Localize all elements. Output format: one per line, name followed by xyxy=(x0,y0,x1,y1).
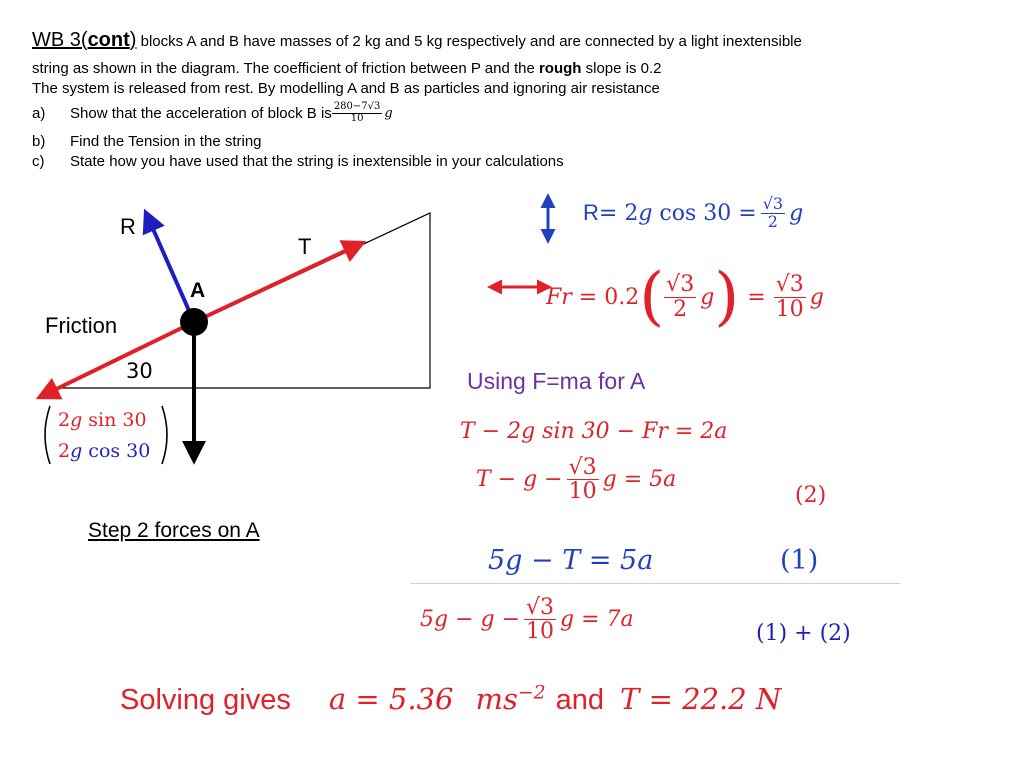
eq4-right: g = 7a xyxy=(560,607,634,633)
question-b-letter: b) xyxy=(32,133,46,150)
normal-reaction-equation xyxy=(583,196,803,231)
eq2-frac-den: 10 xyxy=(568,479,597,505)
normal-reaction-arrow xyxy=(146,213,194,322)
solve-tension: T = 22.2 N xyxy=(620,682,782,716)
question-c-text: State how you have used that the string is inextensible in your calculations xyxy=(70,153,564,170)
eq4-frac-num: √3 xyxy=(526,595,555,620)
eq2-frac-num: √3 xyxy=(568,455,597,480)
problem-text-line-1: blocks A and B have masses of 2 kg and 5 kg respectively and are connected by a light inextensible xyxy=(136,33,802,50)
eq4-fraction xyxy=(524,596,556,643)
block-a xyxy=(180,308,208,336)
line2-end: slope is 0.2 xyxy=(581,60,662,77)
wb-bold: cont xyxy=(87,29,130,51)
solution-line xyxy=(120,682,781,717)
r-eq-trig: cos 30 = xyxy=(652,200,757,226)
line2-start: string as shown in the diagram. The coefficient of friction between P and the xyxy=(32,60,539,77)
vec-top-coef: 2 xyxy=(58,409,71,431)
r-eq-tail: g xyxy=(789,200,804,226)
r-eq-frac-num: √3 xyxy=(762,194,784,213)
label-block-a: A xyxy=(190,279,206,302)
r-eq-mid: = 2 xyxy=(598,200,639,226)
tension-arrow xyxy=(194,243,362,322)
solve-unit xyxy=(475,682,545,716)
label-tension: T xyxy=(298,234,312,259)
eq2-right: g = 5a xyxy=(602,467,677,493)
wb-prefix: WB 3( xyxy=(32,29,88,51)
fr-eq-fraction xyxy=(774,273,806,320)
fr-eq-open-paren: ( xyxy=(639,260,665,334)
question-a-frac-den: 10 xyxy=(350,112,364,124)
question-a-frac-num: 280−7√3 xyxy=(333,101,381,112)
fr-eq-eq: = 0.2 xyxy=(571,284,640,310)
using-fma-heading: Using F=ma for A xyxy=(467,368,646,394)
eq4-frac-den: 10 xyxy=(526,619,555,645)
fr-eq-frac-den: 10 xyxy=(775,296,804,322)
r-eq-frac-den: 2 xyxy=(767,211,778,231)
vec-top-var: g xyxy=(70,409,83,431)
fr-eq-frac-num: √3 xyxy=(775,272,804,298)
vec-bottom-rest: cos 30 xyxy=(82,440,151,462)
fr-eq-inner-den: 2 xyxy=(673,296,688,322)
fr-eq-close-paren: ) xyxy=(714,260,740,334)
solve-unit-exponent: −2 xyxy=(517,682,546,704)
solve-unit-text: ms xyxy=(475,682,518,716)
vector-top-component xyxy=(58,405,150,436)
r-eq-lhs: R xyxy=(583,200,599,226)
fr-eq-inner-g: g xyxy=(700,284,715,310)
question-a-text: Show that the acceleration of block B is xyxy=(70,104,332,122)
wb-suffix: ) xyxy=(129,29,137,51)
problem-text-line-3: The system is released from rest. By modelling A and B as particles and ignoring air resistance xyxy=(32,80,660,97)
vec-bottom-var: g xyxy=(70,440,83,462)
eq4-left: 5g − g − xyxy=(420,607,521,633)
line2-bold: rough xyxy=(538,60,582,77)
question-b-text: Find the Tension in the string xyxy=(70,133,262,150)
eq2-fraction xyxy=(567,456,599,503)
question-a-letter: a) xyxy=(32,104,46,122)
r-eq-var: g xyxy=(638,200,653,226)
eq2-left: T − g − xyxy=(476,467,563,493)
equation-2 xyxy=(476,456,676,503)
fr-eq-inner-fraction xyxy=(664,273,696,320)
label-slope-angle: 30 xyxy=(126,359,153,383)
equation-1-tag: (1) xyxy=(780,545,819,576)
fr-eq-eq2: = xyxy=(747,284,766,310)
equation-1: 5g − T = 5a xyxy=(488,545,654,576)
combined-equation xyxy=(420,596,634,643)
label-normal-reaction: R xyxy=(120,214,136,239)
vec-top-rest: sin 30 xyxy=(82,409,147,431)
weight-components-vector xyxy=(58,405,150,467)
fr-eq-inner-num: √3 xyxy=(666,272,695,298)
vector-bottom-component xyxy=(58,436,150,467)
r-eq-fraction xyxy=(761,196,785,231)
friction-equation xyxy=(546,260,824,334)
fr-eq-tail: g xyxy=(809,284,824,310)
vec-bottom-coef: 2 xyxy=(58,440,71,462)
solve-and: and xyxy=(555,684,605,716)
divider-line xyxy=(410,583,900,584)
solve-label: Solving gives xyxy=(120,684,291,716)
combined-equation-tag: (1) + (2) xyxy=(756,621,851,646)
question-c-letter: c) xyxy=(32,153,45,170)
newton-equation-a: T − 2g sin 30 − Fr = 2a xyxy=(460,419,728,444)
question-a-g: g xyxy=(384,105,393,121)
equation-2-tag: (2) xyxy=(795,483,827,508)
fr-eq-lhs: Fr xyxy=(546,284,572,310)
solve-acceleration: a = 5.36 xyxy=(328,682,454,716)
label-friction: Friction xyxy=(45,313,118,338)
step-2-heading: Step 2 forces on A xyxy=(88,519,260,542)
